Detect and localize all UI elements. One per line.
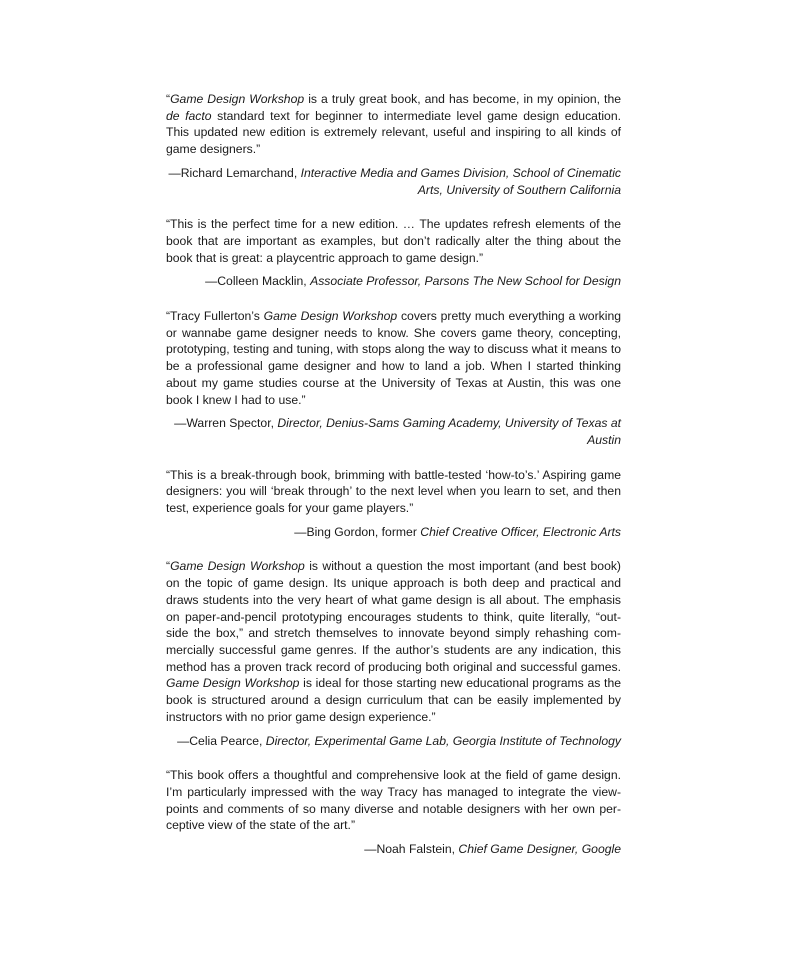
testimonial-quote xyxy=(166,91,621,158)
italic-text-run: Game Design Workshop xyxy=(170,559,305,574)
testimonial-quote xyxy=(166,308,621,408)
testimonial-attribution xyxy=(166,524,621,541)
testimonial-attribution xyxy=(166,841,621,858)
testimonial-attribution xyxy=(166,733,621,750)
text-run: “This is the perfect time for a new edition. … The updates refresh elements of the book that are important as examples, but don’t radically alter the thing about the book that is great: a playcentric approach to game design.” xyxy=(166,217,621,265)
text-run: is ideal for those starting new educational programs as the book is structured around a design curriculum that can be easily implemented by instructors with no prior game design experience.” xyxy=(166,676,622,724)
italic-text-run: Chief Creative Officer, Electronic Arts xyxy=(420,524,621,539)
text-run: standard text for beginner to intermediate level game design education. This updated new edition is extremely relevant, useful and inspiring to all kinds of game designers.” xyxy=(166,108,621,157)
text-run: —Richard Lemarchand, xyxy=(168,165,301,180)
testimonial xyxy=(166,467,621,541)
italic-text-run: Game Design Workshop xyxy=(263,309,398,324)
text-run: —Colleen Macklin, xyxy=(205,274,311,289)
testimonial-quote xyxy=(166,467,621,517)
text-run: —Warren Spector, xyxy=(174,416,278,431)
italic-text-run: Chief Game Designer, Google xyxy=(458,842,621,857)
testimonial xyxy=(166,558,621,749)
testimonial-attribution xyxy=(166,165,621,198)
testimonial xyxy=(166,216,621,290)
text-run: is without a question the most important (and best book) on the topic of game design. Its unique approach is both deep and practical and draws students into the very heart of what game design is all about. The emphasis on paper-and-pencil prototyping encourages students to think, quite literally, “outside the box,” and stretch themselves to innovate beyond simply rehashing commercially successful game genres. If the author’s students are any indication, this method has a proven track record of producing both original and successful games. xyxy=(166,559,621,674)
text-run: —Noah Falstein, xyxy=(364,842,459,857)
text-run: is a truly great book, and has become, in my opinion, the xyxy=(304,92,621,106)
testimonial xyxy=(166,767,621,858)
testimonials-page xyxy=(166,91,621,876)
text-run: —Celia Pearce, xyxy=(177,733,266,748)
text-run: “Tracy Fullerton’s xyxy=(166,309,264,324)
testimonial-attribution xyxy=(166,273,621,290)
testimonial-attribution xyxy=(166,415,621,448)
italic-text-run: Director, Denius-Sams Gaming Academy, University of Texas at Austin xyxy=(277,416,621,447)
text-run: “ xyxy=(166,92,171,106)
italic-text-run: de facto xyxy=(166,108,212,123)
text-run: covers pretty much everything a working or wannabe game designer needs to know. She covers game theory, concepting, prototyping, testing and tuning, with stops along the way to discuss what it means to be a professional game designer and how to land a job. When I started thinking about my game studies course at the University of Texas at Austin, this was one book I knew I had to use.” xyxy=(166,309,621,407)
testimonial-quote xyxy=(166,558,621,725)
testimonial-quote xyxy=(166,767,621,834)
testimonial xyxy=(166,91,621,198)
testimonial xyxy=(166,308,621,449)
text-run: “This is a break-through book, brimming with battle-tested ‘how-to’s.’ Aspiring game designers: you will ‘break through’ to the next level when you learn to set, and then test, experience goals for your game players.” xyxy=(166,467,621,516)
italic-text-run: Associate Professor, Parsons The New School for Design xyxy=(310,274,621,289)
italic-text-run: Game Design Workshop xyxy=(166,676,300,691)
italic-text-run: Interactive Media and Games Division, School of Cinematic Arts, University of Southern California xyxy=(300,165,621,197)
text-run: “This book offers a thoughtful and comprehensive look at the field of game design. I’m particularly impressed with the way Tracy has managed to integrate the viewpoints and comments of so many diverse and notable designers with her own perceptive view of the state of the art.” xyxy=(166,768,621,833)
italic-text-run: Director, Experimental Game Lab, Georgia Institute of Technology xyxy=(265,733,621,748)
text-run: “ xyxy=(166,559,171,574)
testimonial-quote xyxy=(166,216,621,266)
text-run: —Bing Gordon, former xyxy=(294,524,421,539)
italic-text-run: Game Design Workshop xyxy=(170,92,305,106)
